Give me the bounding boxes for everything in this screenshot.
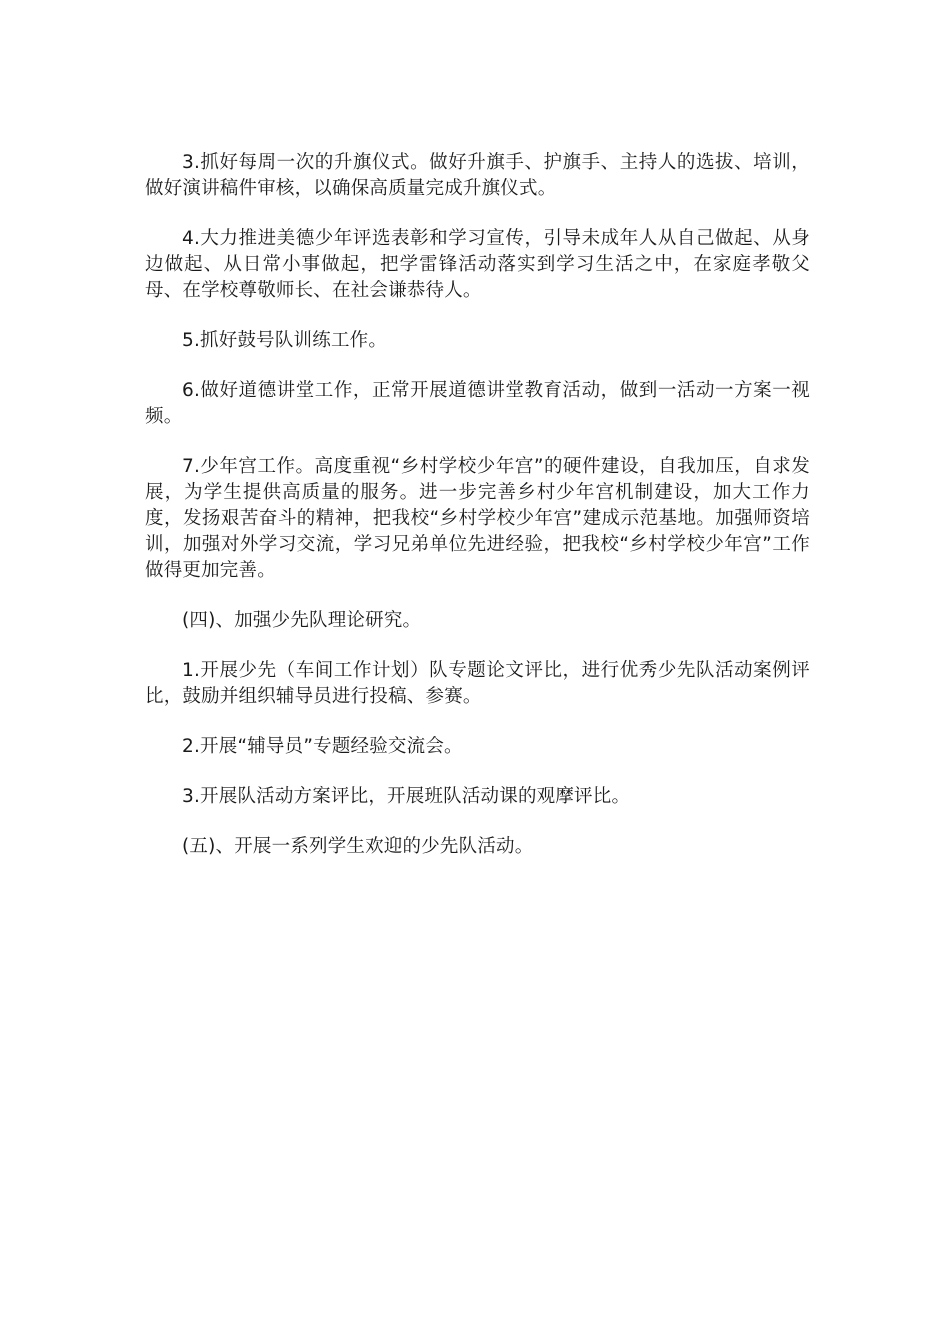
paragraph-item-3-flag-ceremony: 3.抓好每周一次的升旗仪式。做好升旗手、护旗手、主持人的选拔、培训，做好演讲稿件审核，以确保高质量完成升旗仪式。 xyxy=(145,152,810,199)
section-heading-5: (五)、开展一系列学生欢迎的少先队活动。 xyxy=(182,836,534,857)
paragraph-item-3-activity-review: 3.开展队活动方案评比，开展班队活动课的观摩评比。 xyxy=(182,786,631,807)
section-heading-4: (四)、加强少先队理论研究。 xyxy=(182,610,422,631)
document-body xyxy=(145,150,810,884)
paragraph-item-6-moral-lecture: 6.做好道德讲堂工作，正常开展道德讲堂教育活动，做到一活动一方案一视频。 xyxy=(145,380,810,427)
paragraph-item-7-youth-palace: 7.少年宫工作。高度重视“乡村学校少年宫”的硬件建设，自我加压，自求发展，为学生提供高质量的服务。进一步完善乡村少年宫机制建设，加大工作力度，发扬艰苦奋斗的精神，把我校“乡村学校少年宫”建成示范基地。加强师资培训，加强对外学习交流，学习兄弟单位先进经验，把我校“乡村学校少年宫”工作做得更加完善。 xyxy=(145,456,810,581)
paragraph-item-5-drum-team: 5.抓好鼓号队训练工作。 xyxy=(182,330,388,351)
paragraph-item-1-paper-review: 1.开展少先（车间工作计划）队专题论文评比，进行优秀少先队活动案例评比，鼓励并组织辅导员进行投稿、参赛。 xyxy=(145,660,810,707)
paragraph-item-4-virtue-youth: 4.大力推进美德少年评选表彰和学习宣传，引导未成年人从自己做起、从身边做起、从日常小事做起，把学雷锋活动落实到学习生活之中，在家庭孝敬父母、在学校尊敬师长、在社会谦恭待人。 xyxy=(145,228,810,301)
paragraph-item-2-counselor-exchange: 2.开展“辅导员”专题经验交流会。 xyxy=(182,736,463,757)
